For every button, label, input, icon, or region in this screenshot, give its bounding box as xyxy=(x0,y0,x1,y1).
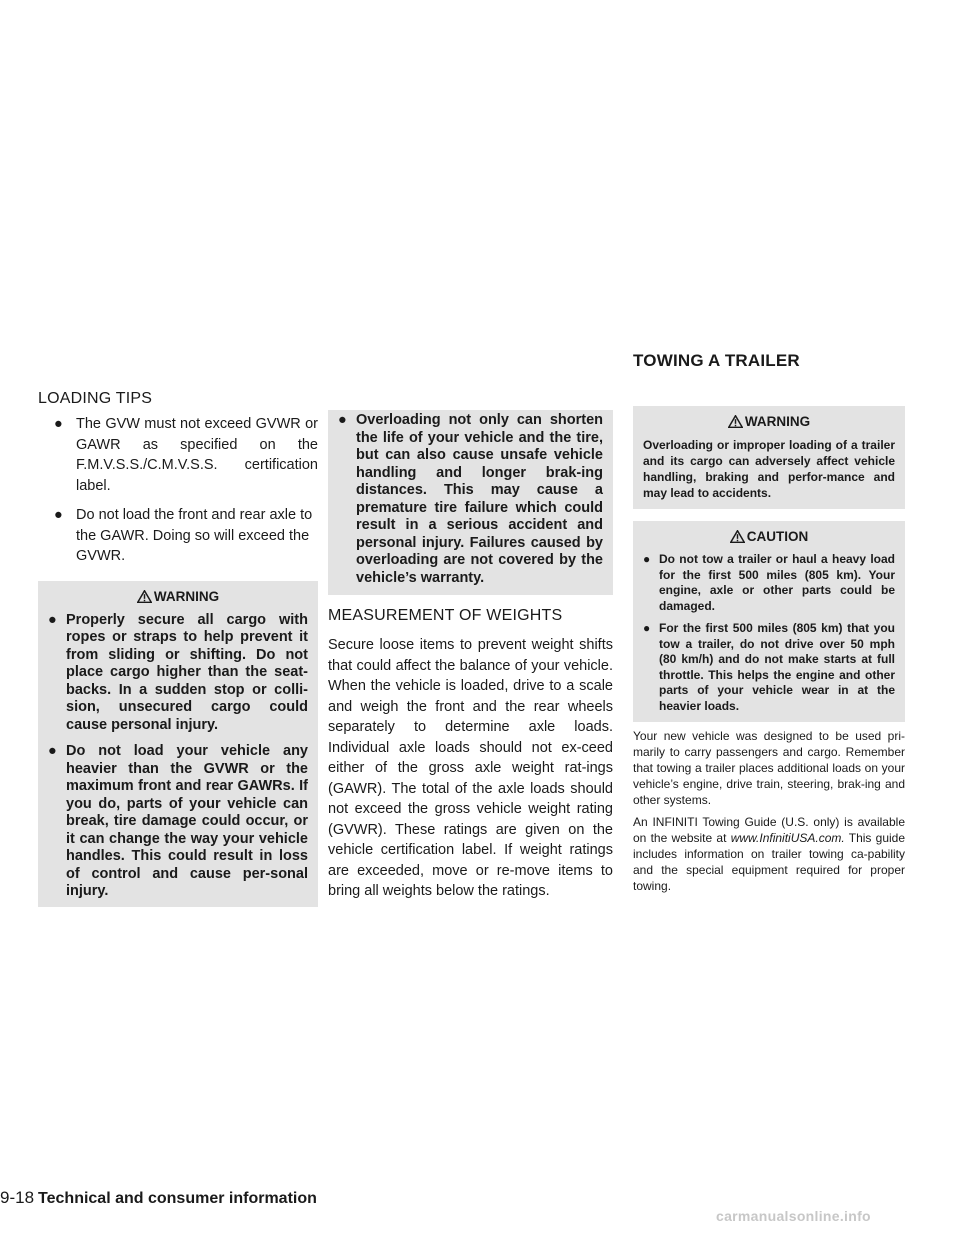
column-2 xyxy=(328,410,613,902)
list-item: ● Do not load the front and rear axle to the GAWR. Doing so will exceed the GVWR. xyxy=(54,507,313,564)
watermark: carmanualsonline.info xyxy=(716,1208,871,1224)
section-title: TOWING A TRAILER xyxy=(633,351,800,370)
loading-tips-list xyxy=(52,414,318,567)
list-item: ● Properly secure all cargo with ropes or straps to help prevent it from sliding or shifting. Do not place cargo higher than the seat-backs. In a sudden stop or colli-sion, unsecured cargo could cause personal injury. xyxy=(48,611,308,733)
caution-title: CAUTION xyxy=(643,529,895,544)
caution-list xyxy=(643,552,895,714)
list-item: ● Do not tow a trailer or haul a heavy load for the first 500 miles (805 km). Your engine, axle or other parts could be damaged. xyxy=(643,552,895,613)
website-link[interactable]: www.InfinitiUSA.com. xyxy=(730,831,845,845)
trailer-warning-box xyxy=(633,406,905,509)
warning-list-continued xyxy=(338,412,603,587)
towing-intro-paragraph: Your new vehicle was designed to be used pri-marily to carry passengers and cargo. Remember that towing a trailer places additional loads on your vehicle’s engine, drive train, steering, brak-ing and other systems. xyxy=(633,729,905,807)
column-3 xyxy=(633,406,905,894)
towing-guide-paragraph: An INFINITI Towing Guide (U.S. only) is available on the website at www.InfinitiUSA.com. This guide includes information on trailer towing ca-pability and the special equipment required for proper towing. xyxy=(633,815,906,893)
list-item: ● The GVW must not exceed GVWR or GAWR as specified on the F.M.V.S.S./C.M.V.S.S. certification label. xyxy=(54,416,318,494)
column-1 xyxy=(38,390,318,907)
page-footer xyxy=(0,1188,317,1208)
loading-tips-title: LOADING TIPS xyxy=(38,390,153,407)
caution-box xyxy=(633,521,905,722)
warning-continued-box xyxy=(328,410,613,595)
warning-list xyxy=(48,612,308,901)
list-item: ● Do not load your vehicle any heavier than the GVWR or the maximum front and rear GAWRs. If you do, parts of your vehicle can break, tire damage could occur, or it can change the way your vehicle handles. This could result in loss of control and cause per-sonal injury. xyxy=(48,743,308,899)
bullet-icon: ● xyxy=(54,507,63,523)
bullet-icon: ● xyxy=(48,611,57,628)
bullet-icon: ● xyxy=(643,621,651,635)
trailer-warning-title: WARNING xyxy=(643,414,895,429)
warning-triangle-icon xyxy=(730,530,745,543)
page-number: 9-18 xyxy=(0,1188,35,1207)
trailer-warning-text: Overloading or improper loading of a trailer and its cargo can adversely affect vehicle handling, braking and perfor-mance and may lead to accidents. xyxy=(643,438,895,500)
bullet-icon: ● xyxy=(54,416,63,432)
warning-box xyxy=(38,581,318,907)
measurement-body: Secure loose items to prevent weight shifts that could affect the balance of your vehicle. When the vehicle is loaded, drive to a scale and weigh the front and the rear wheels separately to determine axle loads. Individual axle loads should not ex-ceed either of the gross axle weight rat-ings (GAWR). The total of the axle loads should not exceed the gross vehicle weight rating (GVWR). These ratings are given on the vehicle certification label. If weight ratings are exceeded, move or re-move items to bring all weights below the ratings. xyxy=(328,637,613,899)
list-item: ● Overloading not only can shorten the life of your vehicle and the tire, but can also cause unsafe vehicle handling and longer brak-ing distances. This may cause a premature tire failure which could result in a serious accident and personal injury. Failures caused by overloading are not covered by the vehicle’s warranty. xyxy=(338,412,603,586)
measurement-title: MEASUREMENT OF WEIGHTS xyxy=(328,607,563,624)
warning-triangle-icon xyxy=(137,590,152,603)
list-item: ● For the first 500 miles (805 km) that you tow a trailer, do not drive over 50 mph (80 km/h) and do not make starts at full throttle. This helps the engine and other parts of your vehicle wear in at the heavier loads. xyxy=(643,621,895,713)
bullet-icon: ● xyxy=(643,552,651,566)
bullet-icon: ● xyxy=(48,743,57,759)
bullet-icon: ● xyxy=(338,412,347,428)
chapter-title: Technical and consumer information xyxy=(38,1190,317,1207)
warning-triangle-icon xyxy=(728,415,743,428)
warning-title: WARNING xyxy=(48,589,308,604)
